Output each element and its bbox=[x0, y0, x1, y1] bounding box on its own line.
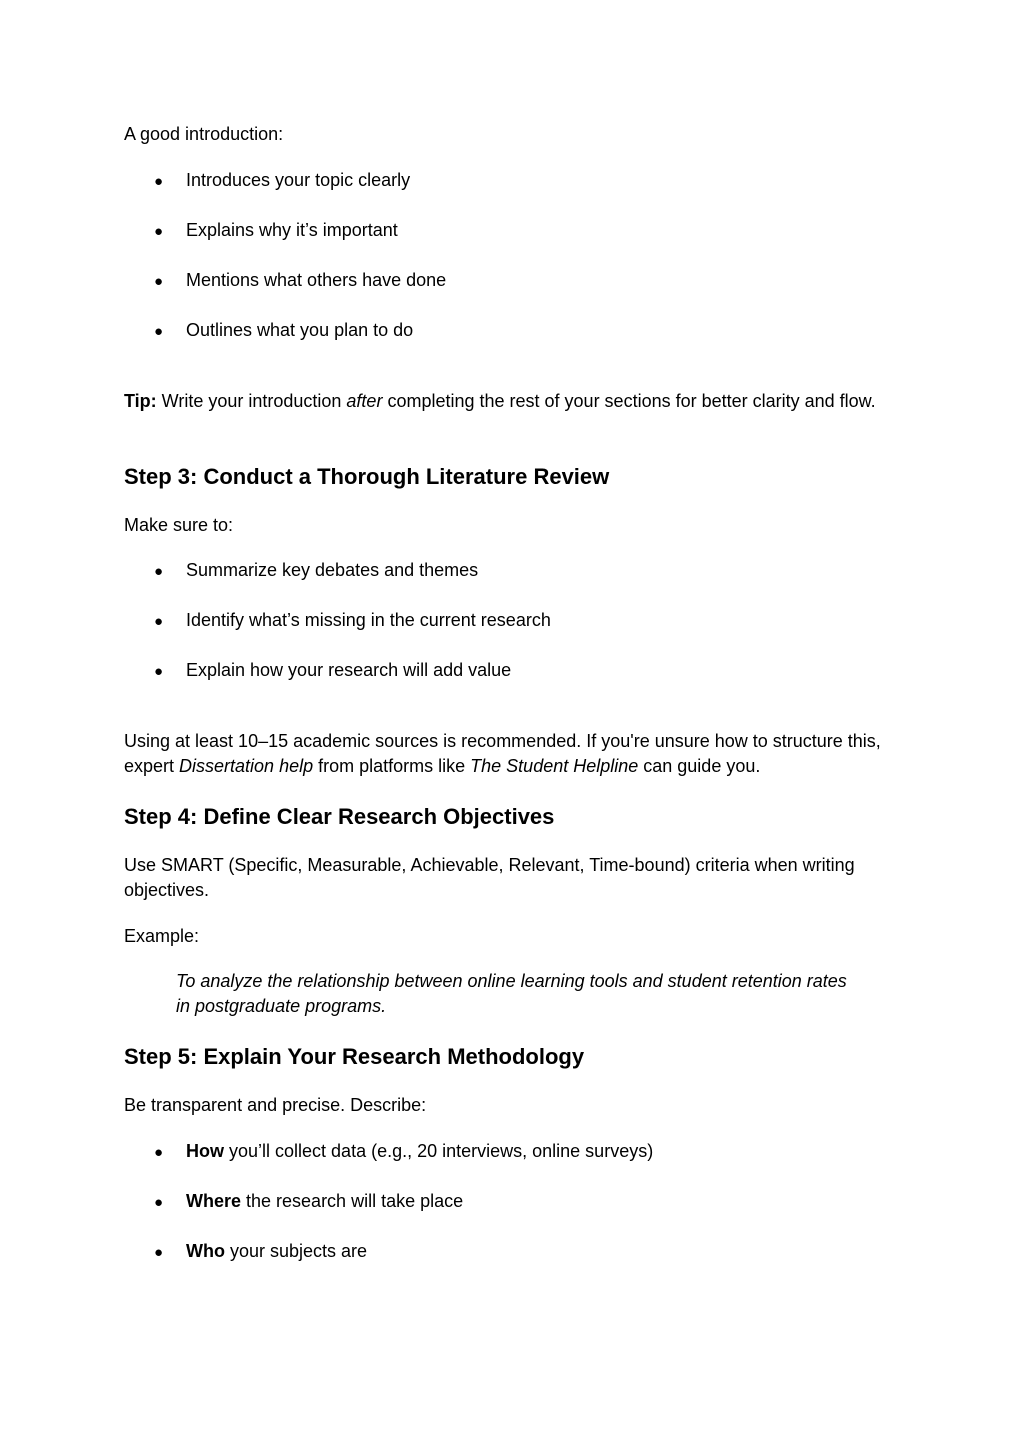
list-item: ● Outlines what you plan to do bbox=[154, 318, 413, 344]
list-item: ● Who your subjects are bbox=[154, 1239, 367, 1265]
list-item: ● Identify what’s missing in the current research bbox=[154, 608, 551, 634]
step3-heading: Step 3: Conduct a Thorough Literature Review bbox=[124, 464, 610, 489]
bullet-icon: ● bbox=[154, 323, 164, 340]
list-item: ● Explains why it’s important bbox=[154, 218, 398, 244]
list-item: ● How you’ll collect data (e.g., 20 interviews, online surveys) bbox=[154, 1139, 653, 1165]
tip-label: Tip: bbox=[124, 391, 157, 411]
bullet-icon: ● bbox=[154, 273, 164, 290]
bullet-icon: ● bbox=[154, 1244, 164, 1261]
example-label: Example: bbox=[124, 926, 200, 946]
list-item: ● Explain how your research will add value bbox=[154, 658, 511, 684]
bullet-icon: ● bbox=[154, 563, 164, 580]
list-item: ● Mentions what others have done bbox=[154, 268, 446, 294]
example-quote: To analyze the relationship between online learning tools and student retention rates in postgraduate programs. bbox=[176, 971, 847, 1016]
bullet-icon: ● bbox=[154, 1144, 164, 1161]
step5-lead: Be transparent and precise. Describe: bbox=[124, 1095, 427, 1115]
step5-heading: Step 5: Explain Your Research Methodology bbox=[124, 1044, 585, 1069]
tip-paragraph: Tip: Write your introduction after completing the rest of your sections for better clarity and flow. bbox=[124, 391, 876, 411]
list-item: ● Summarize key debates and themes bbox=[154, 558, 478, 584]
list-item: ● Introduces your topic clearly bbox=[154, 168, 410, 194]
bullet-icon: ● bbox=[154, 613, 164, 630]
bullet-icon: ● bbox=[154, 1194, 164, 1211]
step4-heading: Step 4: Define Clear Research Objectives bbox=[124, 804, 555, 829]
list-item: ● Where the research will take place bbox=[154, 1189, 463, 1215]
step4-paragraph: Use SMART (Specific, Measurable, Achievable, Relevant, Time-bound) criteria when writing objectives. bbox=[124, 855, 855, 900]
bullet-icon: ● bbox=[154, 663, 164, 680]
bullet-icon: ● bbox=[154, 223, 164, 240]
step3-paragraph: Using at least 10–15 academic sources is recommended. If you're unsure how to structure this, expert Dissertation help from platforms like The Student Helpline can guide you. bbox=[124, 731, 881, 776]
intro-lead: A good introduction: bbox=[124, 124, 284, 144]
bullet-icon: ● bbox=[154, 173, 164, 190]
step3-lead: Make sure to: bbox=[124, 515, 234, 535]
